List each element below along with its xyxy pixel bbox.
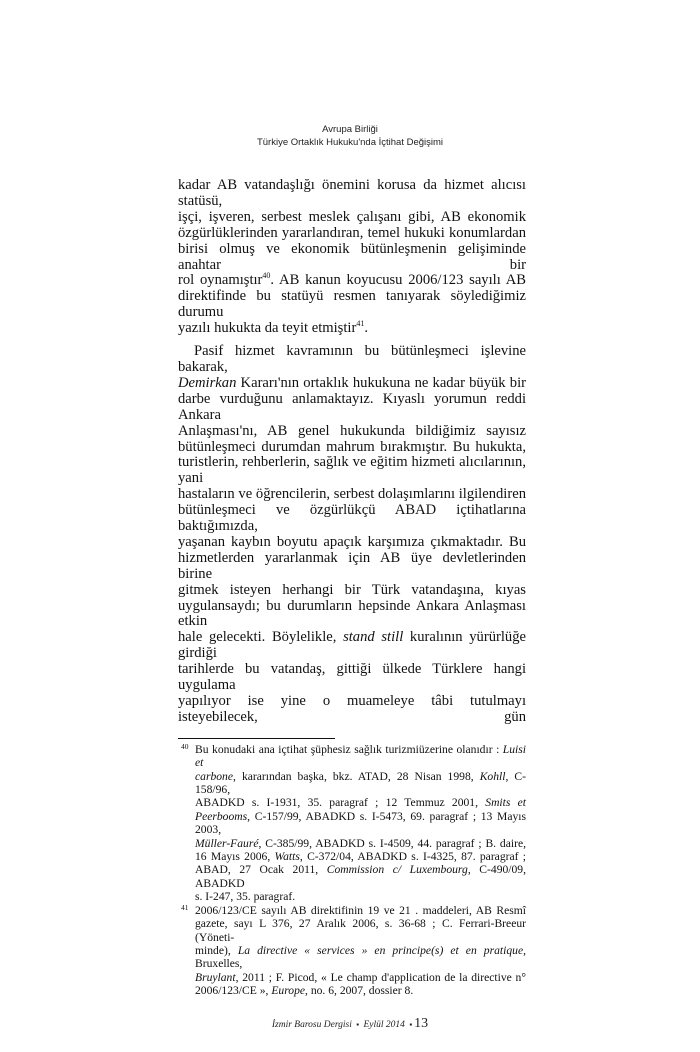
text-line — [195, 743, 526, 770]
text-segment: , C-490/09, ABADKD — [195, 863, 527, 890]
text-segment: . AB kanun koyucusu 2006/123 sayılı AB — [270, 272, 526, 289]
text-segment: , kararından başka, bkz. ATAD, 28 Nisan 1998, — [233, 769, 480, 783]
text-segment: özgürlüklerinden yararlandıran, temel hukuki konumlardan — [178, 224, 526, 241]
text-segment: hizmetlerden yararlanmak için AB üye devletlerinden birine — [178, 549, 526, 582]
text-line — [178, 662, 526, 694]
text-segment: yaşanan kaybın boyutu apaçık karşımıza çıkmaktadır. Bu — [178, 533, 526, 550]
text-line — [178, 242, 526, 274]
text-segment: , C-157/99, ABADKD s. I-5473, 69. paragraf ; 13 Mayıs 2003, — [195, 809, 526, 837]
header-line-2: Türkiye Ortaklık Hukuku'nda İçtihat Değişimi — [256, 137, 444, 148]
text-segment: tarihlerde bu vatandaş, gittiği ülkede Türklere hangi uygulama — [178, 661, 526, 694]
footnote-number: 41 — [181, 902, 189, 912]
footer-separator: ▪ — [409, 1019, 413, 1029]
text-segment: gitmek isteyen herhangi bir Türk vatandaşına, kıyas — [178, 581, 526, 598]
footnote — [178, 743, 526, 904]
footnote — [178, 904, 526, 998]
text-segment: hastaların ve öğrencilerin, serbest dolaşımlarını ilgilendiren — [178, 486, 526, 503]
footer-journal: İzmir Barosu Dergisi — [271, 1019, 352, 1030]
text-segment: uygulansaydı; bu durumların hepsinde Ankara Anlaşması etkin — [178, 597, 526, 630]
text-line — [178, 424, 526, 440]
text-segment: Anlaşması'nı, AB genel hukukunda bildiğimiz sayısız — [178, 422, 526, 439]
text-line — [178, 535, 526, 551]
text-segment: , 2011 ; F. Picod, « Le champ d'application de la directive n° — [235, 970, 526, 984]
text-segment: , no. 6, 2007, dossier 8. — [305, 984, 414, 998]
text-segment: Pasif hizmet kavramının bu bütünleşmeci işlevine bakarak, — [178, 343, 526, 375]
text-line — [195, 863, 526, 890]
footnotes — [178, 743, 526, 998]
text-segment: darbe vurduğunu anlamaktayız. Kıyaslı yorumun reddi Ankara — [178, 390, 526, 423]
italic-text: Müller-Fauré — [195, 836, 259, 850]
italic-text: Peerbooms — [195, 809, 248, 823]
text-line — [195, 796, 526, 809]
page-number: 13 — [414, 1015, 429, 1031]
text-line — [195, 944, 526, 971]
text-line — [178, 487, 526, 503]
text-segment: bütünleşmeci durumdan mahrum bırakmıştır. Bu hukukta, — [178, 438, 526, 455]
text-segment: Kararı'nın ortaklık hukukuna ne kadar büyük bir — [236, 374, 526, 391]
text-segment: minde), — [195, 943, 238, 957]
text-segment: kuralının yürürlüğe girdiği — [178, 629, 526, 662]
text-line — [195, 971, 526, 984]
text-line — [178, 599, 526, 631]
text-segment: s. I-247, 35. paragraf. — [195, 890, 296, 904]
text-segment: Bu konudaki ana içtihat şüphesiz sağlık turizmiüzerine olanıdır : — [195, 742, 503, 756]
text-segment: birisi olmuş ve ekonomik bütünleşmenin gelişiminde anahtar bir — [178, 240, 526, 273]
text-segment: bütünleşmeci ve özgürlükçü ABAD içtihatlarına baktığımızda, — [178, 502, 526, 535]
text-line — [178, 321, 526, 337]
text-segment: 16 Mayıs 2006, — [195, 850, 275, 864]
text-segment: 2006/123/CE », — [195, 984, 272, 998]
text-segment: , C-158/96, — [195, 769, 526, 797]
text-line — [178, 226, 526, 242]
text-segment: yapılıyor ise yine o muameleye tâbi tutulmayı isteyebilecek, gün — [178, 693, 526, 725]
text-line — [178, 273, 526, 289]
text-segment: , C-385/99, ABADKD s. I-4509, 44. paragraf ; B. daire, — [258, 836, 526, 850]
running-header — [0, 123, 700, 149]
text-line — [195, 984, 526, 997]
italic-text: Smits et — [485, 796, 527, 810]
text-line — [178, 503, 526, 535]
italic-text: Bruylant — [195, 970, 236, 984]
paragraph — [178, 178, 526, 337]
text-line — [195, 770, 526, 797]
text-line — [195, 904, 526, 917]
italic-text: Watts — [274, 850, 300, 864]
italic-text: stand still — [343, 629, 404, 646]
footnote-reference: 41 — [356, 319, 365, 329]
italic-text: Kohll — [479, 769, 506, 783]
page-footer — [0, 1016, 700, 1052]
text-line — [195, 810, 526, 837]
paragraph — [178, 344, 526, 726]
text-segment: ABAD, 27 Ocak 2011, — [195, 863, 327, 877]
italic-text: La directive « services » en principe(s) et en pratique — [237, 943, 524, 957]
text-line — [195, 837, 526, 850]
text-segment: kadar AB vatandaşlığı önemini korusa da hizmet alıcısı statüsü, — [178, 177, 526, 209]
text-line — [178, 583, 526, 599]
text-segment: , C-372/04, ABADKD s. I-4325, 87. paragraf ; — [299, 850, 527, 864]
text-line — [195, 890, 526, 903]
text-line — [178, 344, 526, 376]
italic-text: Europe — [271, 984, 306, 998]
text-line — [178, 392, 526, 424]
text-line — [178, 440, 526, 456]
text-segment: hale gelecekti. Böylelikle, — [178, 629, 344, 646]
text-line — [178, 551, 526, 583]
text-segment: turistlerin, rehberlerin, sağlık ve eğitim hizmeti alıcılarının, yani — [178, 454, 526, 487]
text-line — [195, 917, 526, 944]
text-line — [178, 210, 526, 226]
text-line — [178, 630, 526, 662]
text-line — [178, 178, 526, 210]
text-segment: direktifinde bu statüyü resmen tanıyarak söylediğimiz durumu — [178, 288, 526, 321]
italic-text: Commission c/ Luxembourg — [326, 863, 468, 877]
footer-separator: ▪ — [356, 1019, 360, 1029]
text-line — [178, 289, 526, 321]
text-line — [178, 694, 526, 726]
text-line — [178, 455, 526, 487]
italic-text: Demirkan — [178, 374, 237, 391]
text-line — [195, 850, 526, 863]
footnote-number: 40 — [181, 741, 189, 751]
text-segment: , Bruxelles, — [195, 943, 526, 971]
text-segment: ABADKD s. I-1931, 35. paragraf ; 12 Temmuz 2001, — [195, 796, 486, 810]
header-line-1: Avrupa Birliği — [322, 124, 378, 135]
footnote-separator — [178, 738, 335, 739]
text-segment: yazılı hukukta da teyit etmiştir — [178, 320, 357, 337]
text-segment: 2006/123/CE sayılı AB direktifinin 19 ve 21 . maddeleri, AB Resmî — [195, 903, 526, 917]
body-text — [178, 178, 526, 726]
text-line — [178, 376, 526, 392]
italic-text: carbone — [195, 769, 233, 783]
text-segment: . — [364, 320, 368, 337]
text-segment: gazete, sayı L 376, 27 Aralık 2006, s. 36-68 ; C. Ferrari-Breeur (Yöneti- — [195, 917, 526, 944]
text-segment: işçi, işveren, serbest meslek çalışanı gibi, AB ekonomik — [178, 208, 526, 225]
footnote-reference: 40 — [262, 271, 271, 281]
italic-text: Luisi et — [195, 742, 526, 770]
text-segment: rol oynamıştır — [178, 272, 263, 289]
footer-date: Eylül 2014 — [363, 1019, 405, 1030]
